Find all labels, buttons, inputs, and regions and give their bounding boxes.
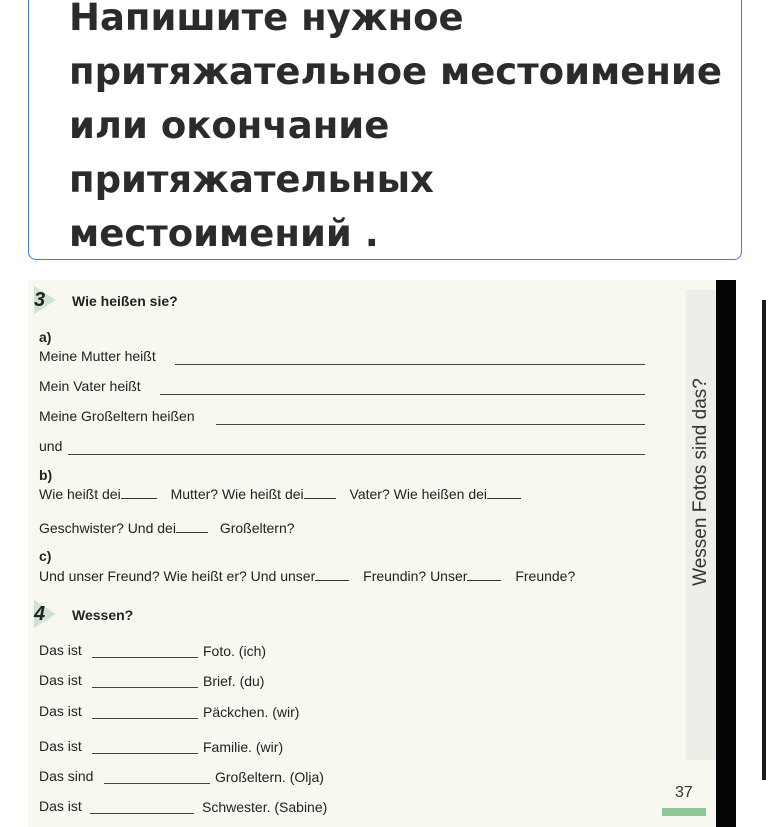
image-edge-bar [716, 280, 736, 827]
section-number: 3 [34, 289, 46, 311]
text-segment: Freundin? Unser [363, 568, 468, 584]
text-segment: Vater? Wie heißen dei [349, 486, 488, 502]
row-end: Schwester. (Sabine) [202, 799, 328, 815]
blank [467, 568, 501, 581]
blank [315, 568, 349, 581]
text-segment: Freunde? [515, 568, 576, 584]
row-text: Meine Großeltern heißen [39, 408, 195, 424]
answer-line [92, 718, 198, 719]
row-start: Das ist [39, 798, 82, 814]
fill-in-line [39, 520, 295, 536]
text-segment: Wie heißt dei [39, 486, 121, 502]
row-end: Foto. (ich) [203, 643, 267, 659]
answer-line [104, 783, 210, 784]
row-end: Brief. (du) [203, 673, 265, 689]
answer-line [92, 687, 198, 688]
row-start: Das ist [39, 738, 82, 754]
answer-line [68, 454, 645, 455]
answer-line [160, 394, 645, 395]
answer-line [175, 364, 645, 365]
fill-in-line [39, 486, 521, 502]
blank [121, 486, 157, 499]
row-start: Das ist [39, 642, 82, 658]
section-title: Wessen? [72, 607, 134, 623]
answer-line [92, 753, 198, 754]
answer-line [90, 813, 194, 814]
section-number: 4 [34, 603, 46, 625]
text-segment: Mutter? Wie heißt dei [170, 486, 304, 502]
instruction-line: Напишите нужное [69, 0, 464, 39]
row-end: Päckchen. (wir) [203, 704, 300, 720]
worksheet-image [28, 280, 716, 827]
row-start: Das sind [39, 768, 94, 784]
instruction-text [69, 0, 729, 261]
section-title: Wie heißen sie? [72, 293, 178, 309]
answer-line [216, 424, 645, 425]
row-text: Mein Vater heißt [39, 378, 141, 394]
blank [176, 520, 208, 533]
side-title: Wessen Fotos sind das? [690, 378, 711, 586]
scrollbar-track[interactable] [762, 300, 766, 780]
blank [487, 486, 521, 499]
fill-in-line [39, 568, 575, 584]
row-text: Meine Mutter heißt [39, 348, 156, 364]
instruction-line: или окончание притяжательных [69, 104, 434, 201]
blank [304, 486, 336, 499]
page-number-bar [662, 808, 706, 816]
row-end: Großeltern. (Olja) [215, 769, 324, 785]
row-text: und [39, 438, 63, 454]
text-segment: Und unser Freund? Wie heißt er? Und unser [39, 568, 316, 584]
row-start: Das ist [39, 672, 82, 688]
instruction-line: притяжательное местоимение [69, 50, 722, 93]
instruction-line: местоимений . [69, 212, 379, 255]
row-end: Familie. (wir) [203, 739, 284, 755]
answer-line [92, 657, 198, 658]
text-segment: Geschwister? Und dei [39, 520, 176, 536]
instruction-card [28, 0, 742, 260]
part-label: c) [39, 548, 52, 564]
row-start: Das ist [39, 703, 82, 719]
part-label: b) [39, 467, 53, 483]
page-number: 37 [675, 784, 693, 801]
text-segment: Großeltern? [219, 520, 295, 536]
part-label: a) [39, 329, 52, 345]
